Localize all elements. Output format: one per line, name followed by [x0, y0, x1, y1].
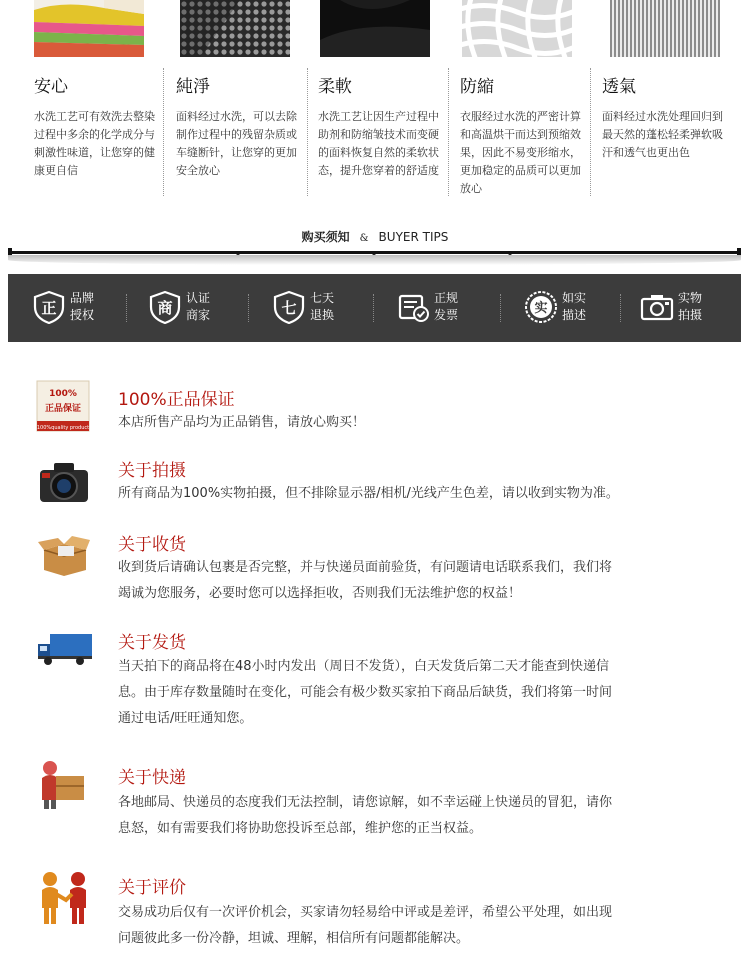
header-shadow [8, 255, 741, 265]
badge-divider [126, 294, 127, 322]
buyer-tips-cn: 购买须知 [301, 230, 350, 244]
info-text [118, 555, 698, 607]
feature-text: 水洗工艺让因生产过程中助剂和防缩皱技术而变硬的面料恢复自然的柔软状态，提升您穿着的舒适度 [318, 110, 439, 177]
invoice-check-icon [396, 290, 430, 324]
info-title-quality: 100%正品保证 [118, 390, 235, 410]
badge-divider [500, 294, 501, 322]
camera-icon [640, 290, 674, 324]
badge-divider [620, 294, 621, 322]
mesh-fabric-image [180, 0, 290, 57]
svg-text:实: 实 [534, 301, 548, 316]
info-line: 当天拍下的商品将在48小时内发出（周日不发货），白天发货后第二天才能查到快递信 [118, 659, 610, 674]
feature-title: 透氣 [602, 77, 636, 97]
info-line: 息。由于库存数量随时在变化，可能会有极少数买家拍下商品后缺货，我们将第一时间 [118, 685, 613, 700]
shield-seven-icon [272, 290, 306, 324]
info-title-courier: 关于快递 [118, 768, 186, 788]
svg-text:100%: 100% [49, 389, 77, 399]
svg-text:七: 七 [281, 299, 297, 317]
badge-label-2: 退换 [310, 308, 335, 322]
info-line: 交易成功后仅有一次评价机会，买家请勿轻易给中评或是差评，希望公平处理，如出现 [118, 905, 613, 920]
shield-zheng-icon [32, 290, 66, 324]
info-text [118, 654, 698, 732]
divider [448, 68, 449, 196]
badge-label-1: 品牌 [70, 291, 95, 305]
buyer-tips-en: BUYER TIPS [378, 230, 449, 244]
shield-shang-icon [148, 290, 182, 324]
info-line: 所有商品为100%实物拍摄，但不排除显示器/相机/光线产生色差，请以收到实物为准。 [118, 486, 619, 501]
breathable-mesh-image [610, 0, 720, 57]
badge-divider [248, 294, 249, 322]
badge-label-2: 授权 [70, 308, 95, 322]
info-text [118, 900, 698, 952]
info-line: 各地邮局、快递员的态度我们无法控制，请您谅解，如不幸运碰上快递员的冒犯，请你 [118, 795, 613, 810]
camera-photo-icon [36, 458, 92, 506]
divider [163, 68, 164, 196]
buyer-tips-heading [0, 228, 750, 245]
badge-label-2: 拍摄 [678, 308, 703, 322]
handshake-people-icon [36, 870, 92, 926]
divider [590, 68, 591, 196]
feature-text: 衣服经过水洗的严密计算和高温烘干而达到预缩效果，因此不易变形缩水，更加稳定的品质可以更加放心 [460, 110, 581, 195]
buyer-tips-amp: & [359, 233, 369, 244]
feature-text: 水洗工艺可有效洗去整染过程中多余的化学成分与刺激性味道，让您穿的健康更自信 [34, 110, 155, 177]
info-text [118, 481, 698, 507]
guarantee-badge-bar [8, 274, 741, 342]
info-line: 通过电话/旺旺通知您。 [118, 711, 253, 726]
info-title-reviews: 关于评价 [118, 878, 186, 898]
info-line: 收到货后请确认包裹是否完整，并与快递员面前验货，有问题请电话联系我们，我们将 [118, 560, 613, 575]
delivery-truck-icon [36, 632, 94, 666]
badge-label-1: 认证 [186, 291, 211, 305]
folded-towels-image [34, 0, 144, 57]
info-text [118, 790, 698, 842]
feature-title: 純淨 [176, 77, 210, 97]
seal-shi-icon [524, 290, 558, 324]
info-line: 本店所售产品均为正品销售，请放心购买！ [118, 415, 366, 430]
soft-black-fabric-image [320, 0, 430, 57]
divider [307, 68, 308, 196]
courier-carrying-box-icon [36, 758, 88, 810]
info-title-receiving: 关于收货 [118, 535, 186, 555]
info-line: 竭诚为您服务，必要时您可以选择拒收，否则我们无法维护您的权益！ [118, 586, 522, 601]
feature-title: 安心 [34, 77, 68, 97]
open-box-icon [36, 534, 92, 578]
info-title-photography: 关于拍摄 [118, 461, 186, 481]
feature-text: 面料经过水洗处理回归到最天然的蓬松轻柔弹软吸汗和透气也更出色 [602, 110, 723, 159]
badge-label-1: 正规 [434, 291, 459, 305]
svg-text:商: 商 [157, 299, 173, 317]
feature-text: 面料经过水洗，可以去除制作过程中的残留杂质或车缝断针，让您穿的更加安全放心 [176, 110, 297, 177]
badge-label-1: 如实 [562, 291, 587, 305]
svg-text:正品保证: 正品保证 [44, 404, 82, 414]
svg-text:100%quality product: 100%quality product [36, 425, 90, 431]
svg-text:正: 正 [41, 299, 57, 317]
badge-label-2: 商家 [186, 308, 211, 322]
quality-seal-icon [36, 380, 90, 432]
info-title-shipping: 关于发货 [118, 633, 186, 653]
info-line: 息怒，如有需要我们将协助您投诉至总部，维护您的正当权益。 [118, 821, 483, 836]
feature-title: 柔軟 [318, 77, 352, 97]
badge-label-2: 描述 [562, 308, 587, 322]
info-line: 问题彼此多一份冷静，坦诚、理解，相信所有问题都能解决。 [118, 931, 470, 946]
badge-label-1: 七天 [310, 291, 335, 305]
info-text [118, 410, 698, 436]
feature-title: 防縮 [460, 77, 494, 97]
badge-label-2: 发票 [434, 308, 459, 322]
badge-label-1: 实物 [678, 291, 703, 305]
woven-fiber-image [462, 0, 572, 57]
badge-divider [373, 294, 374, 322]
